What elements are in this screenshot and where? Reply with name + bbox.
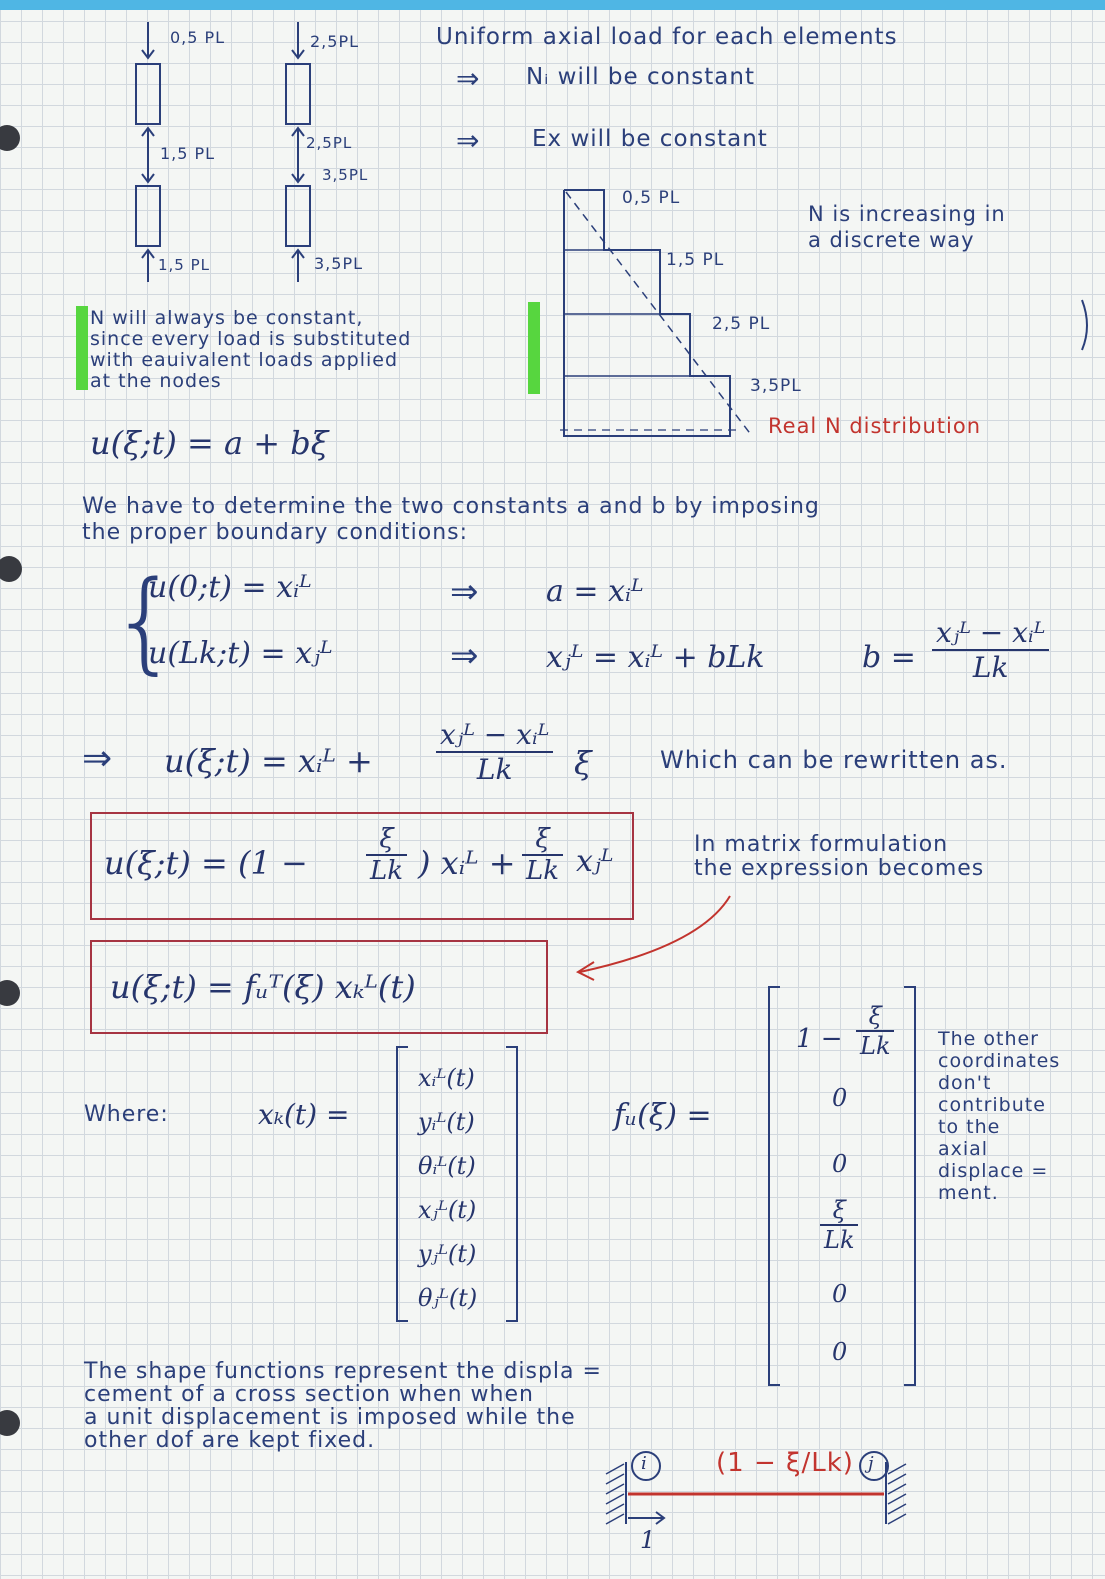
hatch-right: [888, 1464, 906, 1524]
lk-symbol: Lk: [526, 856, 560, 886]
element-bar: [136, 186, 160, 246]
note-line: displace =: [938, 1160, 1049, 1182]
note-uniform-load: Uniform axial load for each elements: [436, 24, 898, 50]
highlighter-mark: [76, 306, 88, 390]
note-determine: the proper boundary conditions:: [82, 520, 469, 545]
node-j-label: j: [868, 1453, 874, 1474]
load-label: 3,5PL: [322, 166, 369, 184]
bc2-lhs: u(Lk;t) = xⱼᴸ: [148, 636, 333, 671]
step-label: 0,5 PL: [622, 188, 681, 208]
xk-entry: θᵢᴸ(t): [418, 1152, 476, 1180]
element-bar: [136, 64, 160, 124]
boxed-1-end: xⱼᴸ: [576, 844, 614, 879]
note-n-increasing: N is increasing in: [808, 202, 1006, 226]
boxed-1-fraction-2: [522, 824, 563, 886]
note-line: cement of a cross section when when: [84, 1382, 534, 1407]
lk-symbol: Lk: [860, 1032, 891, 1060]
bc1-lhs: u(0;t) = xᵢᴸ: [148, 570, 312, 605]
bc1-rhs: a = xᵢᴸ: [546, 574, 644, 609]
note-line: The other: [938, 1028, 1039, 1050]
xi-symbol: ξ: [820, 1196, 858, 1226]
implies-arrow: ⇒: [450, 636, 480, 676]
xk-entry: yᵢᴸ(t): [418, 1108, 475, 1136]
note-line: ment.: [938, 1182, 999, 1204]
label-where: Where:: [84, 1102, 169, 1127]
xk-entry: xⱼᴸ(t): [418, 1196, 477, 1224]
b-lhs: b =: [862, 640, 916, 675]
note-line: with eauivalent loads applied: [90, 349, 399, 371]
note-line: don't: [938, 1072, 992, 1094]
xk-vector: [418, 1056, 477, 1320]
load-label: 1,5 PL: [158, 256, 211, 274]
lk-symbol: Lk: [824, 1226, 855, 1254]
fu-zero: 0: [832, 1084, 848, 1112]
boxed-1-fraction: [366, 824, 407, 886]
note-n-increasing: a discrete way: [808, 228, 975, 252]
eq-u-linear: u(ξ;t) = a + bξ: [90, 424, 329, 462]
note-line: N will always be constant,: [90, 307, 364, 329]
xk-lhs: xₖ(t) =: [258, 1098, 350, 1131]
system-brace: {: [110, 557, 181, 685]
note-determine: We have to determine the two constants a and b by imposing: [82, 494, 820, 519]
u-sub-fraction: [436, 718, 553, 786]
fu-fraction-1: [856, 1002, 894, 1060]
note-line: since every load is substituted: [90, 328, 412, 350]
element-bar: [286, 186, 310, 246]
fu-bracket-left: [768, 986, 780, 1386]
note-line: to the: [938, 1116, 1001, 1138]
step-label: 1,5 PL: [666, 250, 725, 270]
hatch-left: [606, 1464, 624, 1524]
note-matrix: the expression becomes: [694, 856, 985, 881]
xk-entry: θⱼᴸ(t): [418, 1284, 478, 1312]
note-ex-constant: Ex will be constant: [532, 126, 768, 152]
xk-bracket-left: [396, 1046, 408, 1322]
note-line: coordinates: [938, 1050, 1061, 1072]
implies-arrow: ⇒: [82, 738, 114, 779]
note-line: contribute: [938, 1094, 1046, 1116]
element-bar: [286, 64, 310, 124]
lk-symbol: Lk: [370, 856, 404, 886]
fu-zero: 0: [832, 1150, 848, 1178]
xi-symbol: ξ: [856, 1002, 894, 1032]
note-line: The shape functions represent the displa =: [84, 1359, 602, 1384]
xi-symbol: ξ: [522, 824, 563, 856]
b-numerator: xⱼᴸ − xᵢᴸ: [932, 616, 1049, 651]
real-n-label: Real N distribution: [768, 414, 982, 438]
note-other-coords: [938, 1028, 1060, 1204]
highlighter-mark: [528, 302, 540, 394]
xi-symbol: ξ: [574, 744, 592, 782]
xk-entry: yⱼᴸ(t): [418, 1240, 477, 1268]
right-paren: [1082, 300, 1087, 350]
bc2-rhs: xⱼᴸ = xᵢᴸ + bLk: [546, 640, 765, 675]
note-rewritten: Which can be rewritten as.: [660, 746, 1008, 774]
fu-fraction-2: [820, 1196, 858, 1254]
xk-entry: xᵢᴸ(t): [418, 1064, 475, 1092]
load-label: 3,5PL: [314, 254, 364, 273]
note-line: a unit displacement is imposed while the: [84, 1405, 576, 1430]
implies-arrow: ⇒: [450, 572, 480, 612]
u-sub-denominator: Lk: [476, 753, 513, 786]
xi-symbol: ξ: [366, 824, 407, 856]
implies-arrow: ⇒: [456, 62, 481, 95]
note-ni-constant: Nᵢ will be constant: [526, 64, 755, 90]
step-label: 2,5 PL: [712, 314, 771, 334]
b-fraction: [932, 616, 1049, 684]
fu-lhs: fᵤ(ξ) =: [614, 1098, 712, 1133]
boxed-1-mid: ) xᵢᴸ +: [418, 844, 516, 882]
note-matrix: In matrix formulation: [694, 832, 949, 857]
b-denominator: Lk: [972, 651, 1009, 684]
boxed-1-lhs: u(ξ;t) = (1 −: [104, 844, 308, 882]
note-always-constant: [90, 308, 411, 392]
load-label: 0,5 PL: [170, 28, 226, 47]
fu-zero: 0: [832, 1280, 848, 1308]
load-label: 1,5 PL: [160, 144, 216, 163]
unit-label: 1: [640, 1526, 656, 1554]
fu-zero: 0: [832, 1338, 848, 1366]
note-shape-functions: [84, 1360, 602, 1452]
load-label: 2,5PL: [310, 32, 360, 51]
xk-bracket-right: [506, 1046, 518, 1322]
beam-shape-label: (1 − ξ/Lk): [716, 1448, 854, 1478]
note-line: axial: [938, 1138, 989, 1160]
note-line: other dof are kept fixed.: [84, 1428, 376, 1453]
eq-u-sub-lhs: u(ξ;t) = xᵢᴸ +: [164, 742, 373, 780]
load-label: 2,5PL: [306, 134, 353, 152]
fu-bracket-right: [904, 986, 916, 1386]
boxed-2-eq: u(ξ;t) = fᵤᵀ(ξ) xₖᴸ(t): [110, 968, 416, 1006]
step-label: 3,5PL: [750, 376, 802, 396]
n-staircase: [564, 190, 730, 436]
u-sub-numerator: xⱼᴸ − xᵢᴸ: [436, 718, 553, 753]
one-minus: 1 −: [796, 1024, 843, 1054]
node-j-circle: [860, 1452, 888, 1480]
note-line: at the nodes: [90, 370, 222, 392]
implies-arrow: ⇒: [456, 124, 481, 157]
node-i-label: i: [641, 1453, 647, 1474]
